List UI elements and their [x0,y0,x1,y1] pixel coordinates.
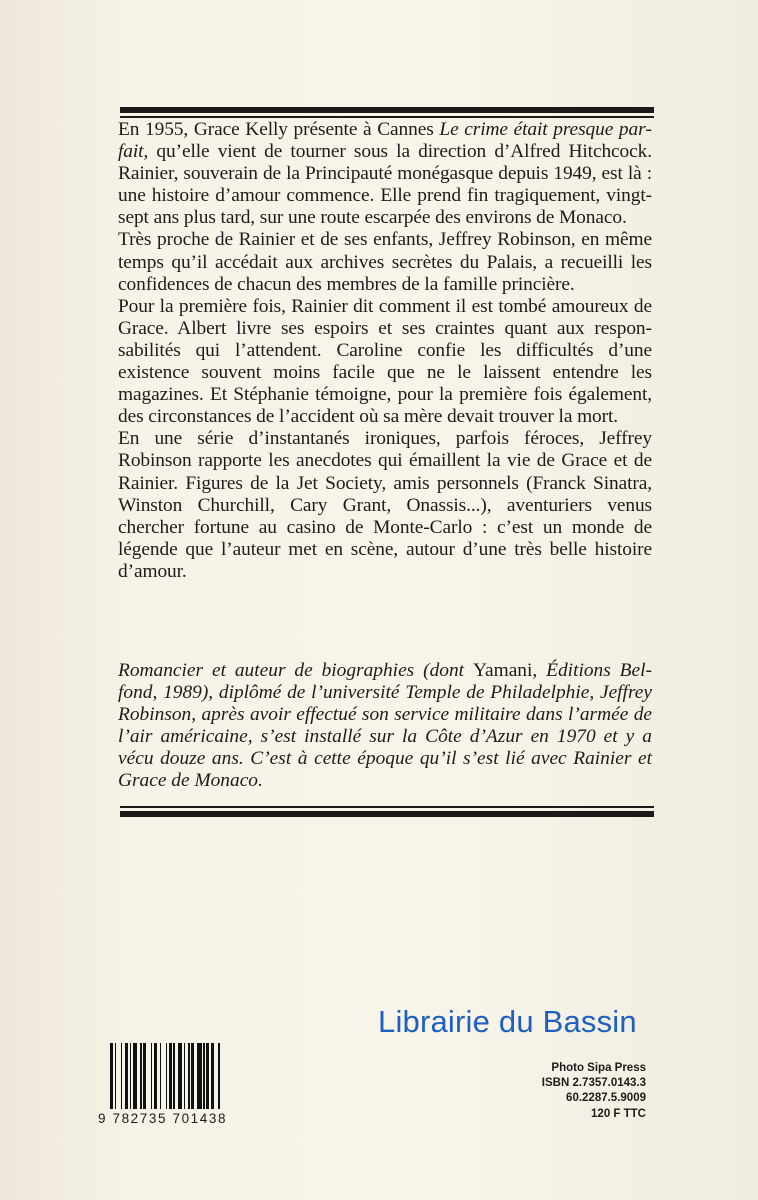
isbn-barcode [98,1043,250,1126]
synopsis-paragraph-4: En une série d’instantanés ironiques, parfois féroces, Jeffrey Robinson rapporte les anecdotes qui émaillent la vie de Grace et de Rainier. Figures de la Jet Society, amis personnels (Franck Sinatra, Winston Churchill, Cary Grant, Onassis...), aventuriers venus chercher fortune au casino de Monte-Carlo : c’est un monde de légende que l’auteur met en scène, autour d’une très belle histoire d’amour. [118,428,652,582]
barcode-bar [115,1043,117,1109]
barcode-bar [191,1043,194,1109]
barcode-bar [110,1043,113,1109]
price: 120 F TTC [591,1107,646,1120]
synopsis-paragraph-2: Très proche de Rainier et de ses enfants, Jeffrey Robinson, en même temps qu’il accédait aux archives secrètes du Palais, a recueilli les confidences de chacun des membres de la famille princière. [118,229,652,295]
bottom-rule-thin-line [120,806,654,808]
barcode-bar [206,1043,209,1109]
synopsis-paragraph-3: Pour la première fois, Rainier dit comment il est tombé amoureux de Grace. Albert livre ses espoirs et ses craintes quant aux responsabilités qui l’attendent. Caroline confie les difficultés d’une existence souvent moins facile que ne le laissent entendre les magazines. Et Stéphanie témoigne, pour la première fois également, des circonstances de l’accident où sa mère devait trouver la mort. [118,295,652,428]
top-double-rule [120,107,654,118]
barcode-bars [110,1043,248,1109]
paragraph-1-intro: En 1955, Grace Kelly présente à Cannes [118,119,440,140]
bio-intro: Romancier et auteur de biographies (dont [118,660,473,681]
publication-info [520,1061,646,1122]
barcode-bar [143,1043,146,1109]
paragraph-1-rest: qu’elle vient de tourner sous la direction d’Alfred Hitchcock. Rainier, souverain de la Principauté monégasque depuis 1949, est là : une histoire d’amour commence. Elle prend fin tragiquement, vingt-sept ans plus tard, sur une route escarpée des environs de Monaco. [118,141,652,229]
barcode-bar [169,1043,172,1109]
top-rule-thin-line [120,116,654,118]
barcode-bar [188,1043,190,1109]
barcode-bar [133,1043,138,1109]
barcode-bar [173,1043,175,1109]
barcode-bar [197,1043,202,1109]
photo-credit: Photo Sipa Press [551,1062,646,1074]
barcode-bar [218,1043,220,1109]
film-title: Le crime était presque parfait, [118,119,652,163]
synopsis-paragraph-1 [118,119,652,229]
publisher-code: 60.2287.5.9009 [566,1092,646,1105]
barcode-bar [121,1043,123,1109]
bookshop-watermark: Librairie du Bassin [378,1004,637,1039]
bio-book-title: Yamani, [472,660,538,681]
barcode-bar [184,1043,186,1109]
top-rule-thick-line [120,107,654,113]
bottom-rule-thick-line [120,811,654,817]
barcode-bar [211,1043,214,1109]
barcode-bar [203,1043,205,1109]
barcode-bar [140,1043,142,1109]
bio-rest: Éditions Belfond, 1989), diplômé de l’université Temple de Philadelphie, Jeffrey Robinson, après avoir effectué son service militaire dans l’armée de l’air américaine, s’est installé sur la Côte d’Azur en 1970 et y a vécu douze ans. C’est à cette époque qu’il s’est lié avec Rainier et Grace de Monaco. [118,660,652,792]
barcode-digits: 9 782735 701438 [98,1111,228,1126]
barcode-bar [151,1043,153,1109]
barcode-bar [160,1043,162,1109]
author-bio [118,660,652,793]
isbn-number: ISBN 2.7357.0143.3 [541,1077,646,1090]
barcode-bar [154,1043,157,1109]
barcode-bar [178,1043,183,1109]
synopsis [118,119,652,583]
barcode-bar [125,1043,128,1109]
barcode-bar [166,1043,168,1109]
bottom-double-rule [120,806,654,817]
barcode-bar [130,1043,132,1109]
